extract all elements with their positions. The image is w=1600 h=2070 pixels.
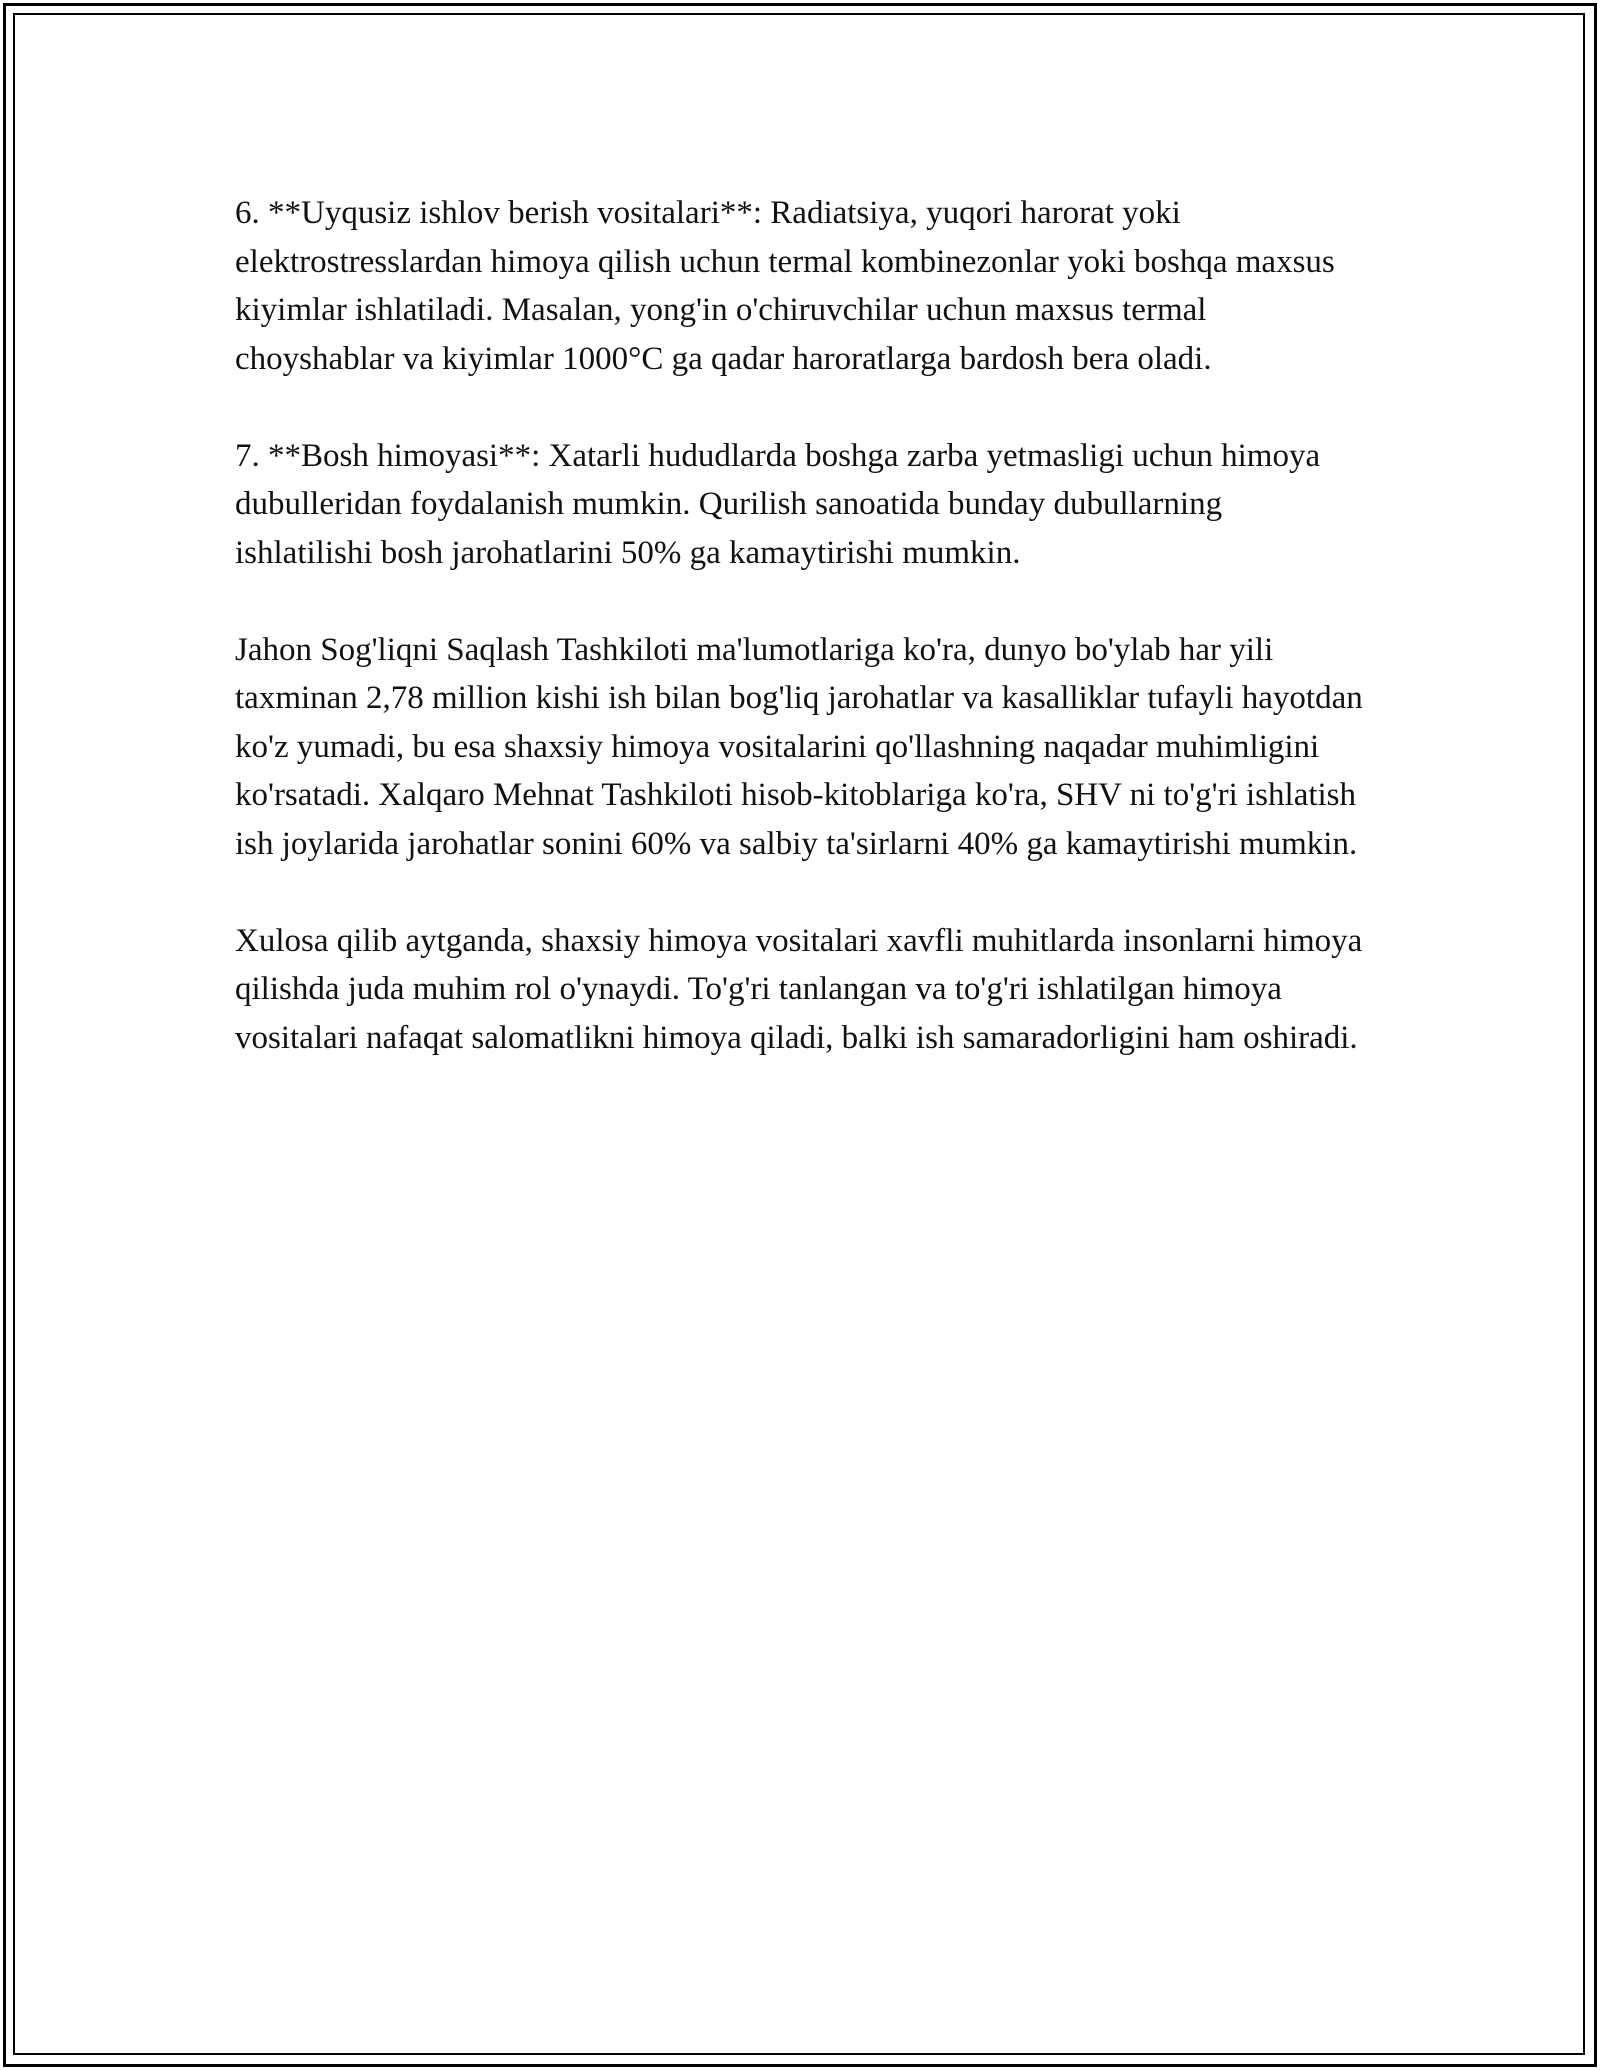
paragraph-protective-clothing: 6. **Uyqusiz ishlov berish vositalari**: Radiatsiya, yuqori harorat yoki elektrostresslardan himoya qilish uchun termal kombinezonlar yoki boshqa maxsus kiyimlar ishlatiladi. Masalan, yong'in o'chiruvchilar uchun maxsus termal choyshablar va kiyimlar 1000°C ga qadar haroratlarga bardosh bera oladi. — [235, 195, 1335, 377]
paragraph-conclusion: Xulosa qilib aytganda, shaxsiy himoya vositalari xavfli muhitlarda insonlarni himoya qilishda juda muhim rol o'ynaydi. To'g'ri tanlangan va to'g'ri ishlatilgan himoya vositalari nafaqat salomatlikni himoya qiladi, balki ish samaradorligini ham oshiradi. — [235, 922, 1363, 1056]
document-body — [235, 189, 1365, 1111]
paragraph-statistics: Jahon Sog'liqni Saqlash Tashkiloti ma'lumotlariga ko'ra, dunyo bo'ylab har yili taxminan 2,78 million kishi ish bilan bog'liq jarohatlar va kasalliklar tufayli hayotdan ko'z yumadi, bu esa shaxsiy himoya vositalarini qo'llashning naqadar muhimligini ko'rsatadi. Xalqaro Mehnat Tashkiloti hisob-kitoblariga ko'ra, SHV ni to'g'ri ishlatish ish joylarida jarohatlar sonini 60% va salbiy ta'sirlarni 40% ga kamaytirishi mumkin. — [235, 631, 1363, 862]
paragraph-head-protection: 7. **Bosh himoyasi**: Xatarli hududlarda boshga zarba yetmasligi uchun himoya dubulleridan foydalanish mumkin. Qurilish sanoatida bunday dubullarning ishlatilishi bosh jarohatlarini 50% ga kamaytirishi mumkin. — [235, 437, 1321, 571]
